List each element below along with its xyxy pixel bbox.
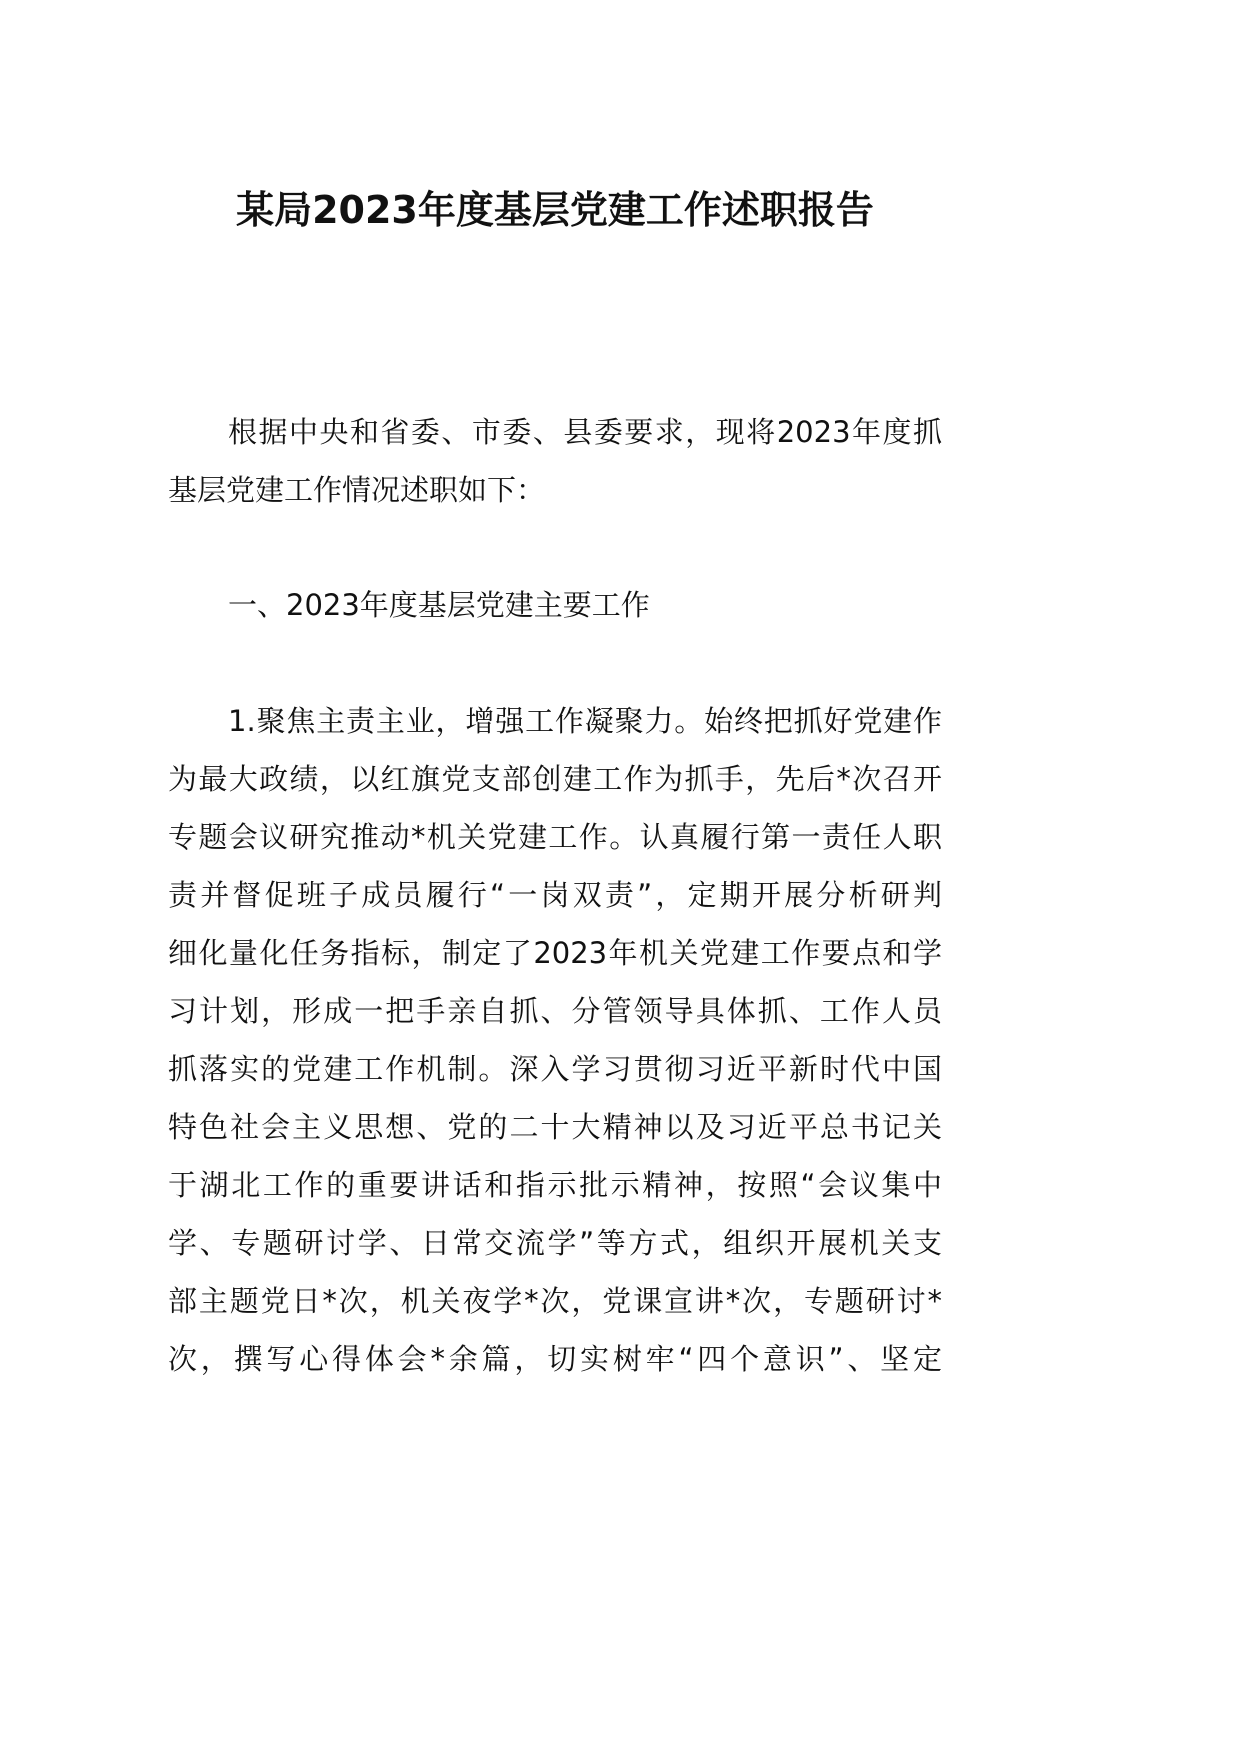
text-line: 根据中央和省委、市委、县委要求，现将2023年度抓: [228, 415, 942, 449]
text-line: 部主题党日*次，机关夜学*次，党课宣讲*次，专题研讨*: [168, 1284, 942, 1318]
text-line: 1.聚焦主责主业，增强工作凝聚力。始终把抓好党建作: [228, 704, 942, 738]
section-heading-block: [168, 576, 942, 634]
text-line: 为最大政绩，以红旗党支部创建工作为抓手，先后*次召开: [168, 762, 942, 796]
text-line: 责并督促班子成员履行“一岗双责”，定期开展分析研判: [168, 878, 942, 912]
text-line: 抓落实的党建工作机制。深入学习贯彻习近平新时代中国: [168, 1052, 942, 1086]
text-line: 特色社会主义思想、党的二十大精神以及习近平总书记关: [168, 1110, 942, 1144]
text-line: 学、专题研讨学、日常交流学”等方式，组织开展机关支: [168, 1226, 942, 1260]
intro-paragraph: [168, 403, 942, 519]
section-heading: 一、2023年度基层党建主要工作: [228, 588, 650, 622]
document-title: 某局2023年度基层党建工作述职报告: [236, 188, 874, 232]
paragraph-1: [168, 692, 942, 1388]
text-line: 细化量化任务指标，制定了2023年机关党建工作要点和学: [168, 936, 942, 970]
text-line: 于湖北工作的重要讲话和指示批示精神，按照“会议集中: [168, 1168, 942, 1202]
text-line: 基层党建工作情况述职如下：: [168, 473, 546, 507]
text-line: 次，撰写心得体会*余篇，切实树牢“四个意识”、坚定: [168, 1342, 942, 1376]
text-line: 习计划，形成一把手亲自抓、分管领导具体抓、工作人员: [168, 994, 942, 1028]
text-line: 专题会议研究推动*机关党建工作。认真履行第一责任人职: [168, 820, 942, 854]
